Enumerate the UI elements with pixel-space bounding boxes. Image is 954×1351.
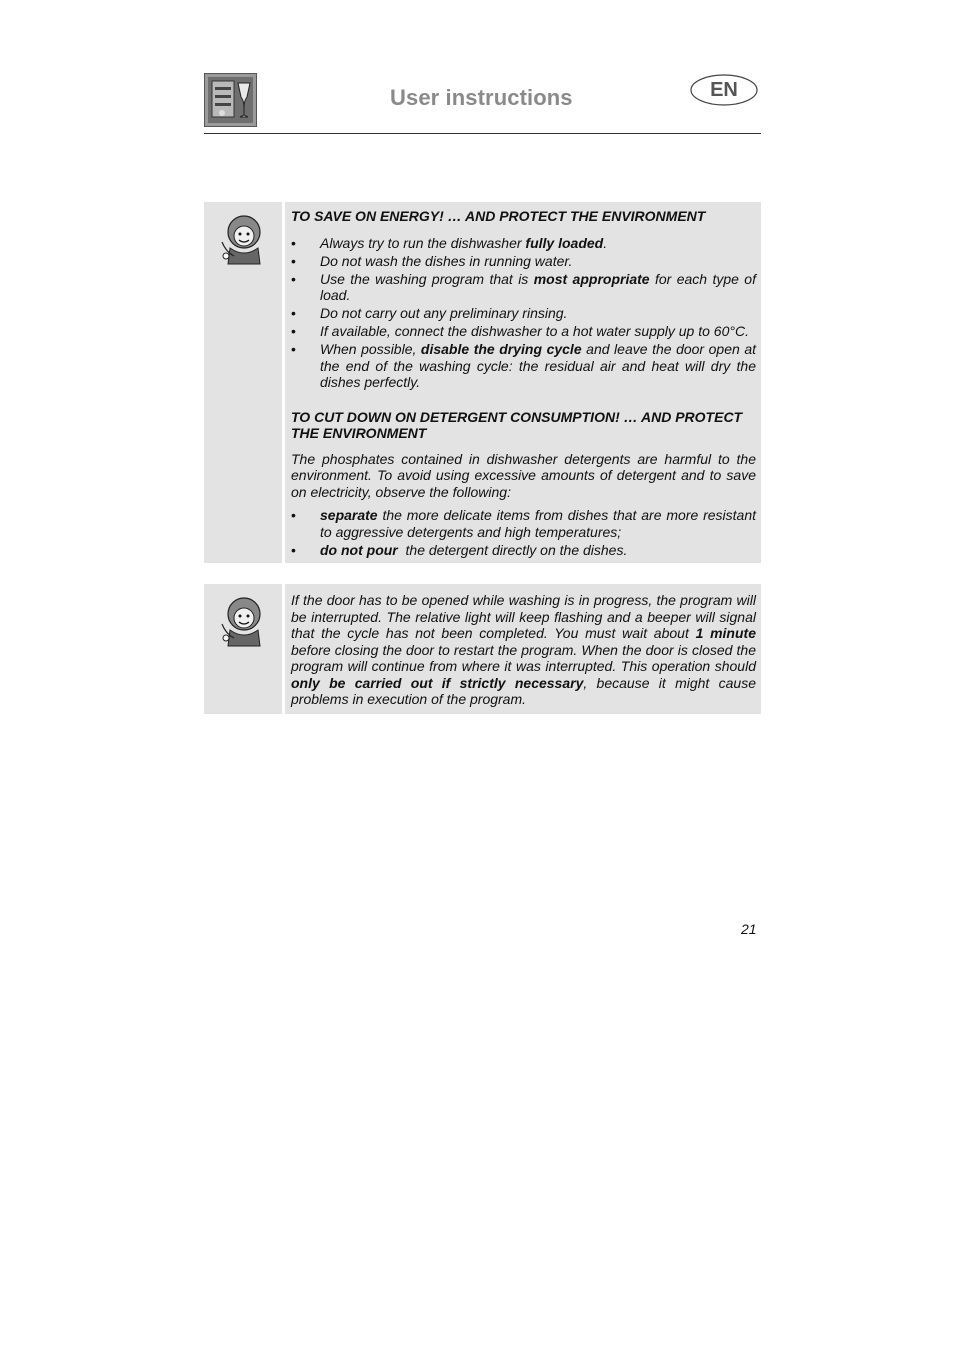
- list-item: • do not pour the detergent directly on the dishes.: [291, 542, 756, 559]
- list-item: • Always try to run the dishwasher fully loaded.: [291, 235, 756, 252]
- list-item: • If available, connect the dishwasher to a hot water supply up to 60°C.: [291, 323, 756, 340]
- header-divider: [204, 133, 761, 134]
- door-note-content: [285, 584, 761, 714]
- list-item: • Do not carry out any preliminary rinsing.: [291, 305, 756, 322]
- detergent-tips-list: [291, 507, 756, 558]
- energy-tips-list: [291, 235, 756, 391]
- note-icon-column: [204, 584, 282, 714]
- mascot-icon: [218, 212, 270, 266]
- detergent-heading: TO CUT DOWN ON DETERGENT CONSUMPTION! … AND PROTECT THE ENVIRONMENT: [291, 408, 743, 441]
- detergent-intro: The phosphates contained in dishwasher detergents are harmful to the environment. To avoid using excessive amounts of detergent and to save on electricity, observe the following:: [291, 450, 756, 500]
- energy-heading: TO SAVE ON ENERGY! … AND PROTECT THE ENVIRONMENT: [291, 208, 706, 224]
- language-badge: [690, 74, 758, 106]
- mascot-icon: [218, 594, 270, 648]
- dishwasher-logo-icon: [204, 73, 257, 127]
- list-item: • When possible, disable the drying cycle and leave the door open at the end of the washing cycle: the residual air and heat will dry the dishes perfectly.: [291, 341, 756, 391]
- note-icon-column: [204, 202, 282, 563]
- list-item: • Use the washing program that is most appropriate for each type of load.: [291, 271, 756, 304]
- language-code: EN: [710, 79, 738, 101]
- energy-tips-content: [285, 202, 761, 563]
- page-number: 21: [741, 921, 757, 937]
- energy-tips-box: [204, 202, 761, 563]
- list-item: • Do not wash the dishes in running water.: [291, 253, 756, 270]
- page-title: User instructions: [390, 85, 573, 110]
- list-item: • separate the more delicate items from dishes that are more resistant to aggressive detergents and high temperatures;: [291, 507, 756, 540]
- door-note-box: [204, 584, 761, 714]
- door-note-text: If the door has to be opened while washing is in progress, the program will be interrupted. The relative light will keep flashing and a beeper will signal that the cycle has not been completed. You must wait about 1 minute before closing the door to restart the program. When the door is closed the program will continue from where it was interrupted. This operation should only be carried out if strictly necessary, because it might cause problems in execution of the program.: [291, 592, 756, 707]
